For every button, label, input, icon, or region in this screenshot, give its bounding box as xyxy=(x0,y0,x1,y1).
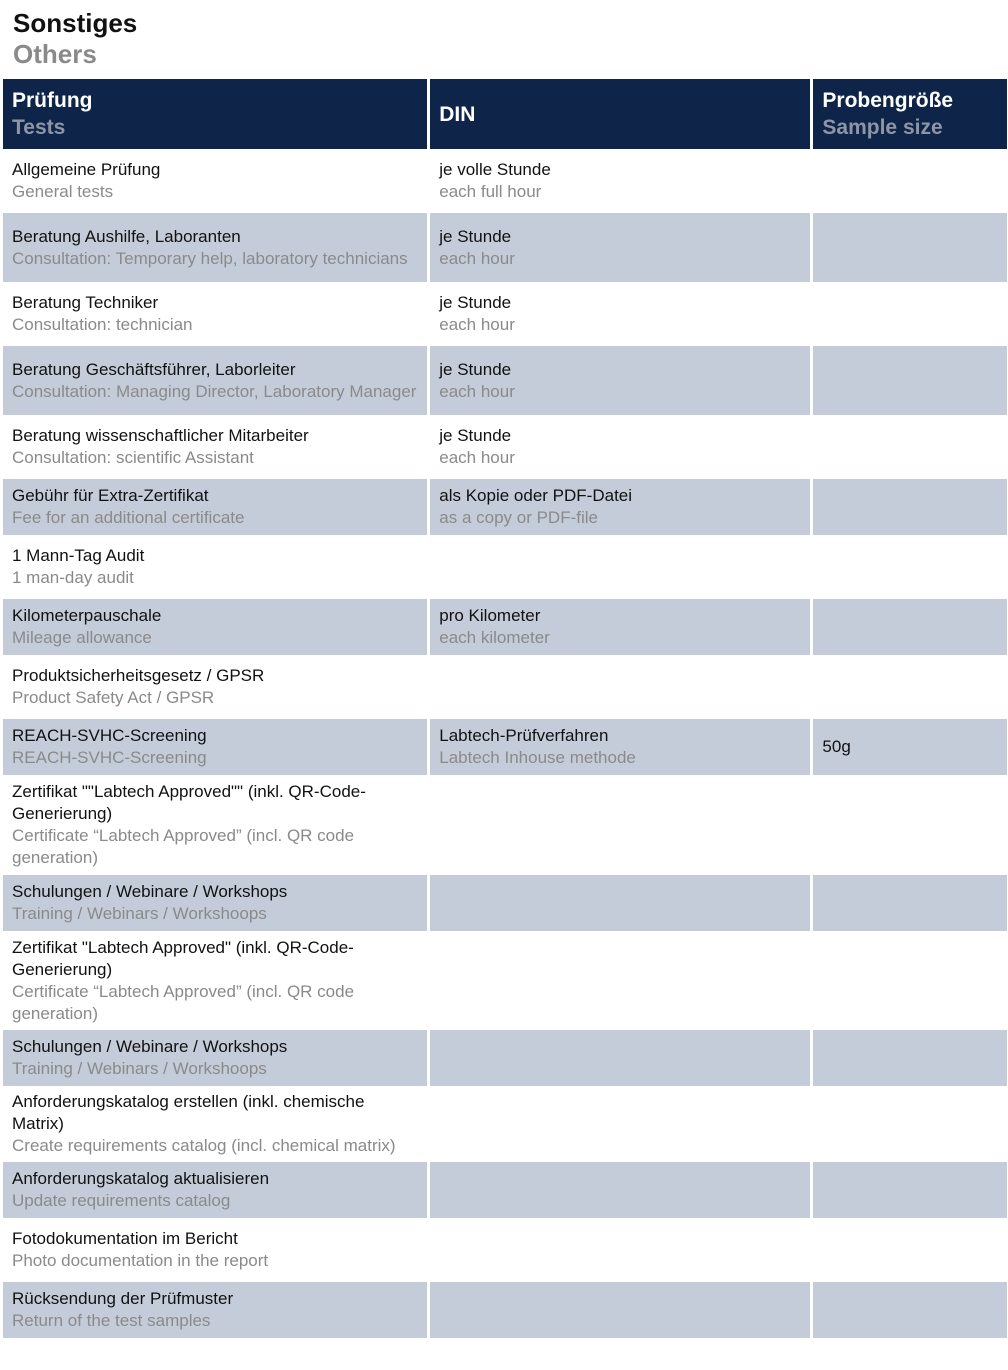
din-de: je Stunde xyxy=(439,426,512,445)
table-row xyxy=(3,719,1007,775)
din-en: each kilometer xyxy=(439,628,550,647)
din-en: each hour xyxy=(439,448,515,467)
table-header-row xyxy=(3,79,1007,149)
test-name-en: Mileage allowance xyxy=(12,628,152,647)
test-name-de: REACH-SVHC-Screening xyxy=(12,726,207,745)
test-name-de: Schulungen / Webinare / Workshops xyxy=(12,882,288,901)
test-name-de: Kilometerpauschale xyxy=(12,606,162,625)
din-cell xyxy=(430,934,810,1027)
din-cell xyxy=(430,1221,810,1279)
sample-size-cell xyxy=(813,658,1007,716)
test-cell xyxy=(3,479,427,535)
din-cell xyxy=(430,152,810,210)
table-row xyxy=(3,599,1007,655)
sample-size-cell xyxy=(813,213,1007,282)
test-cell xyxy=(3,1221,427,1279)
sample-size-cell xyxy=(813,1221,1007,1279)
din-cell xyxy=(430,538,810,596)
din-cell xyxy=(430,1162,810,1218)
test-name-de: Anforderungskatalog aktualisieren xyxy=(12,1169,270,1188)
din-en: Labtech Inhouse methode xyxy=(439,748,636,767)
section-heading xyxy=(0,0,1008,72)
din-cell xyxy=(430,599,810,655)
column-header-label-de: Probengröße xyxy=(822,89,954,112)
din-en: as a copy or PDF-file xyxy=(439,508,598,527)
sample-size-cell xyxy=(813,778,1007,872)
test-cell xyxy=(3,1282,427,1338)
test-name-de: 1 Mann-Tag Audit xyxy=(12,546,145,565)
test-name-de: Beratung Geschäftsführer, Laborleiter xyxy=(12,359,296,379)
test-name-de: Allgemeine Prüfung xyxy=(12,160,161,179)
test-name-de: Fotodokumentation im Bericht xyxy=(12,1229,238,1248)
test-cell xyxy=(3,658,427,716)
test-name-en: Training / Webinars / Workshoops xyxy=(12,904,267,923)
sample-size-value: 50g xyxy=(822,737,851,756)
table-row xyxy=(3,1282,1007,1338)
table-row xyxy=(3,934,1007,1027)
din-cell xyxy=(430,1089,810,1159)
din-de: je Stunde xyxy=(439,293,512,312)
test-cell xyxy=(3,719,427,775)
sample-size-cell xyxy=(813,346,1007,415)
test-name-de: Gebühr für Extra-Zertifikat xyxy=(12,486,209,505)
test-name-de: Beratung Techniker xyxy=(12,293,159,312)
test-cell xyxy=(3,778,427,872)
test-cell xyxy=(3,1030,427,1086)
test-cell xyxy=(3,213,427,282)
sample-size-cell xyxy=(813,152,1007,210)
test-cell xyxy=(3,934,427,1027)
test-name-de: Produktsicherheitsgesetz / GPSR xyxy=(12,666,265,685)
din-de: pro Kilometer xyxy=(439,606,541,625)
table-row xyxy=(3,152,1007,210)
sample-size-cell xyxy=(813,418,1007,476)
test-name-en: Update requirements catalog xyxy=(12,1191,231,1210)
column-header-label-de: Prüfung xyxy=(12,89,93,112)
test-name-en: Product Safety Act / GPSR xyxy=(12,688,215,707)
test-name-de: Beratung wissenschaftlicher Mitarbeiter xyxy=(12,426,309,445)
din-de: je Stunde xyxy=(439,359,512,379)
column-header-din xyxy=(430,79,810,149)
test-cell xyxy=(3,1162,427,1218)
din-de: je volle Stunde xyxy=(439,160,551,179)
din-en: each hour xyxy=(439,315,515,334)
column-header-label-de: DIN xyxy=(439,102,476,126)
table-row xyxy=(3,1089,1007,1159)
table-row xyxy=(3,538,1007,596)
din-de: Labtech-Prüfverfahren xyxy=(439,726,609,745)
sample-size-cell xyxy=(813,719,1007,775)
table-row xyxy=(3,213,1007,282)
sample-size-cell xyxy=(813,599,1007,655)
test-cell xyxy=(3,346,427,415)
test-name-en: REACH-SVHC-Screening xyxy=(12,748,207,767)
test-name-en: Training / Webinars / Workshoops xyxy=(12,1059,267,1078)
test-name-en: Consultation: scientific Assistant xyxy=(12,448,254,467)
test-name-en: Certificate “Labtech Approved” (incl. QR code generation) xyxy=(12,826,355,867)
din-cell xyxy=(430,719,810,775)
table-row xyxy=(3,875,1007,931)
sample-size-cell xyxy=(813,538,1007,596)
sample-size-cell xyxy=(813,285,1007,343)
sample-size-cell xyxy=(813,875,1007,931)
test-name-en: Photo documentation in the report xyxy=(12,1251,269,1270)
din-cell xyxy=(430,285,810,343)
test-name-en: Certificate “Labtech Approved” (incl. QR code generation) xyxy=(12,981,355,1023)
din-de: je Stunde xyxy=(439,226,512,246)
column-header-tests xyxy=(3,79,427,149)
sample-size-cell xyxy=(813,1162,1007,1218)
table-row xyxy=(3,479,1007,535)
test-name-en: Consultation: technician xyxy=(12,315,193,334)
din-cell xyxy=(430,658,810,716)
section-title-de: Sonstiges xyxy=(13,8,138,38)
din-cell xyxy=(430,479,810,535)
table-row xyxy=(3,346,1007,415)
sample-size-cell xyxy=(813,1030,1007,1086)
test-cell xyxy=(3,418,427,476)
column-header-label-en: Tests xyxy=(12,116,66,139)
table-row xyxy=(3,658,1007,716)
table-row xyxy=(3,778,1007,872)
test-cell xyxy=(3,285,427,343)
din-cell xyxy=(430,875,810,931)
din-cell xyxy=(430,213,810,282)
test-cell xyxy=(3,152,427,210)
din-en: each full hour xyxy=(439,182,542,201)
test-name-en: Consultation: Managing Director, Laboratory Manager xyxy=(12,381,417,401)
test-name-de: Schulungen / Webinare / Workshops xyxy=(12,1037,288,1056)
test-name-de: Zertifikat "Labtech Approved" (inkl. QR-Code-Generierung) xyxy=(12,937,354,979)
table-row xyxy=(3,285,1007,343)
table-row xyxy=(3,1221,1007,1279)
test-name-en: 1 man-day audit xyxy=(12,568,134,587)
price-table xyxy=(0,79,1008,1338)
test-cell xyxy=(3,599,427,655)
test-name-en: Return of the test samples xyxy=(12,1311,211,1330)
test-name-de: Beratung Aushilfe, Laboranten xyxy=(12,226,241,246)
column-header-label-en: Sample size xyxy=(822,116,943,139)
din-en: each hour xyxy=(439,248,515,268)
sample-size-cell xyxy=(813,1089,1007,1159)
test-name-de: Zertifikat ""Labtech Approved"" (inkl. QR-Code-Generierung) xyxy=(12,782,366,823)
test-name-de: Rücksendung der Prüfmuster xyxy=(12,1289,234,1308)
table-row xyxy=(3,1030,1007,1086)
din-cell xyxy=(430,1030,810,1086)
din-de: als Kopie oder PDF-Datei xyxy=(439,486,633,505)
sample-size-cell xyxy=(813,1282,1007,1338)
column-header-sample-size xyxy=(813,79,1007,149)
sample-size-cell xyxy=(813,934,1007,1027)
table-row xyxy=(3,1162,1007,1218)
test-name-en: Fee for an additional certificate xyxy=(12,508,245,527)
test-name-en: Consultation: Temporary help, laboratory technicians xyxy=(12,248,408,268)
section-title-en: Others xyxy=(13,39,97,69)
din-cell xyxy=(430,418,810,476)
test-cell xyxy=(3,875,427,931)
table-row xyxy=(3,418,1007,476)
test-name-en: Create requirements catalog (incl. chemical matrix) xyxy=(12,1136,396,1155)
din-cell xyxy=(430,778,810,872)
test-cell xyxy=(3,1089,427,1159)
din-en: each hour xyxy=(439,381,515,401)
test-name-en: General tests xyxy=(12,182,114,201)
test-name-de: Anforderungskatalog erstellen (inkl. chemische Matrix) xyxy=(12,1092,365,1133)
din-cell xyxy=(430,1282,810,1338)
test-cell xyxy=(3,538,427,596)
sample-size-cell xyxy=(813,479,1007,535)
din-cell xyxy=(430,346,810,415)
